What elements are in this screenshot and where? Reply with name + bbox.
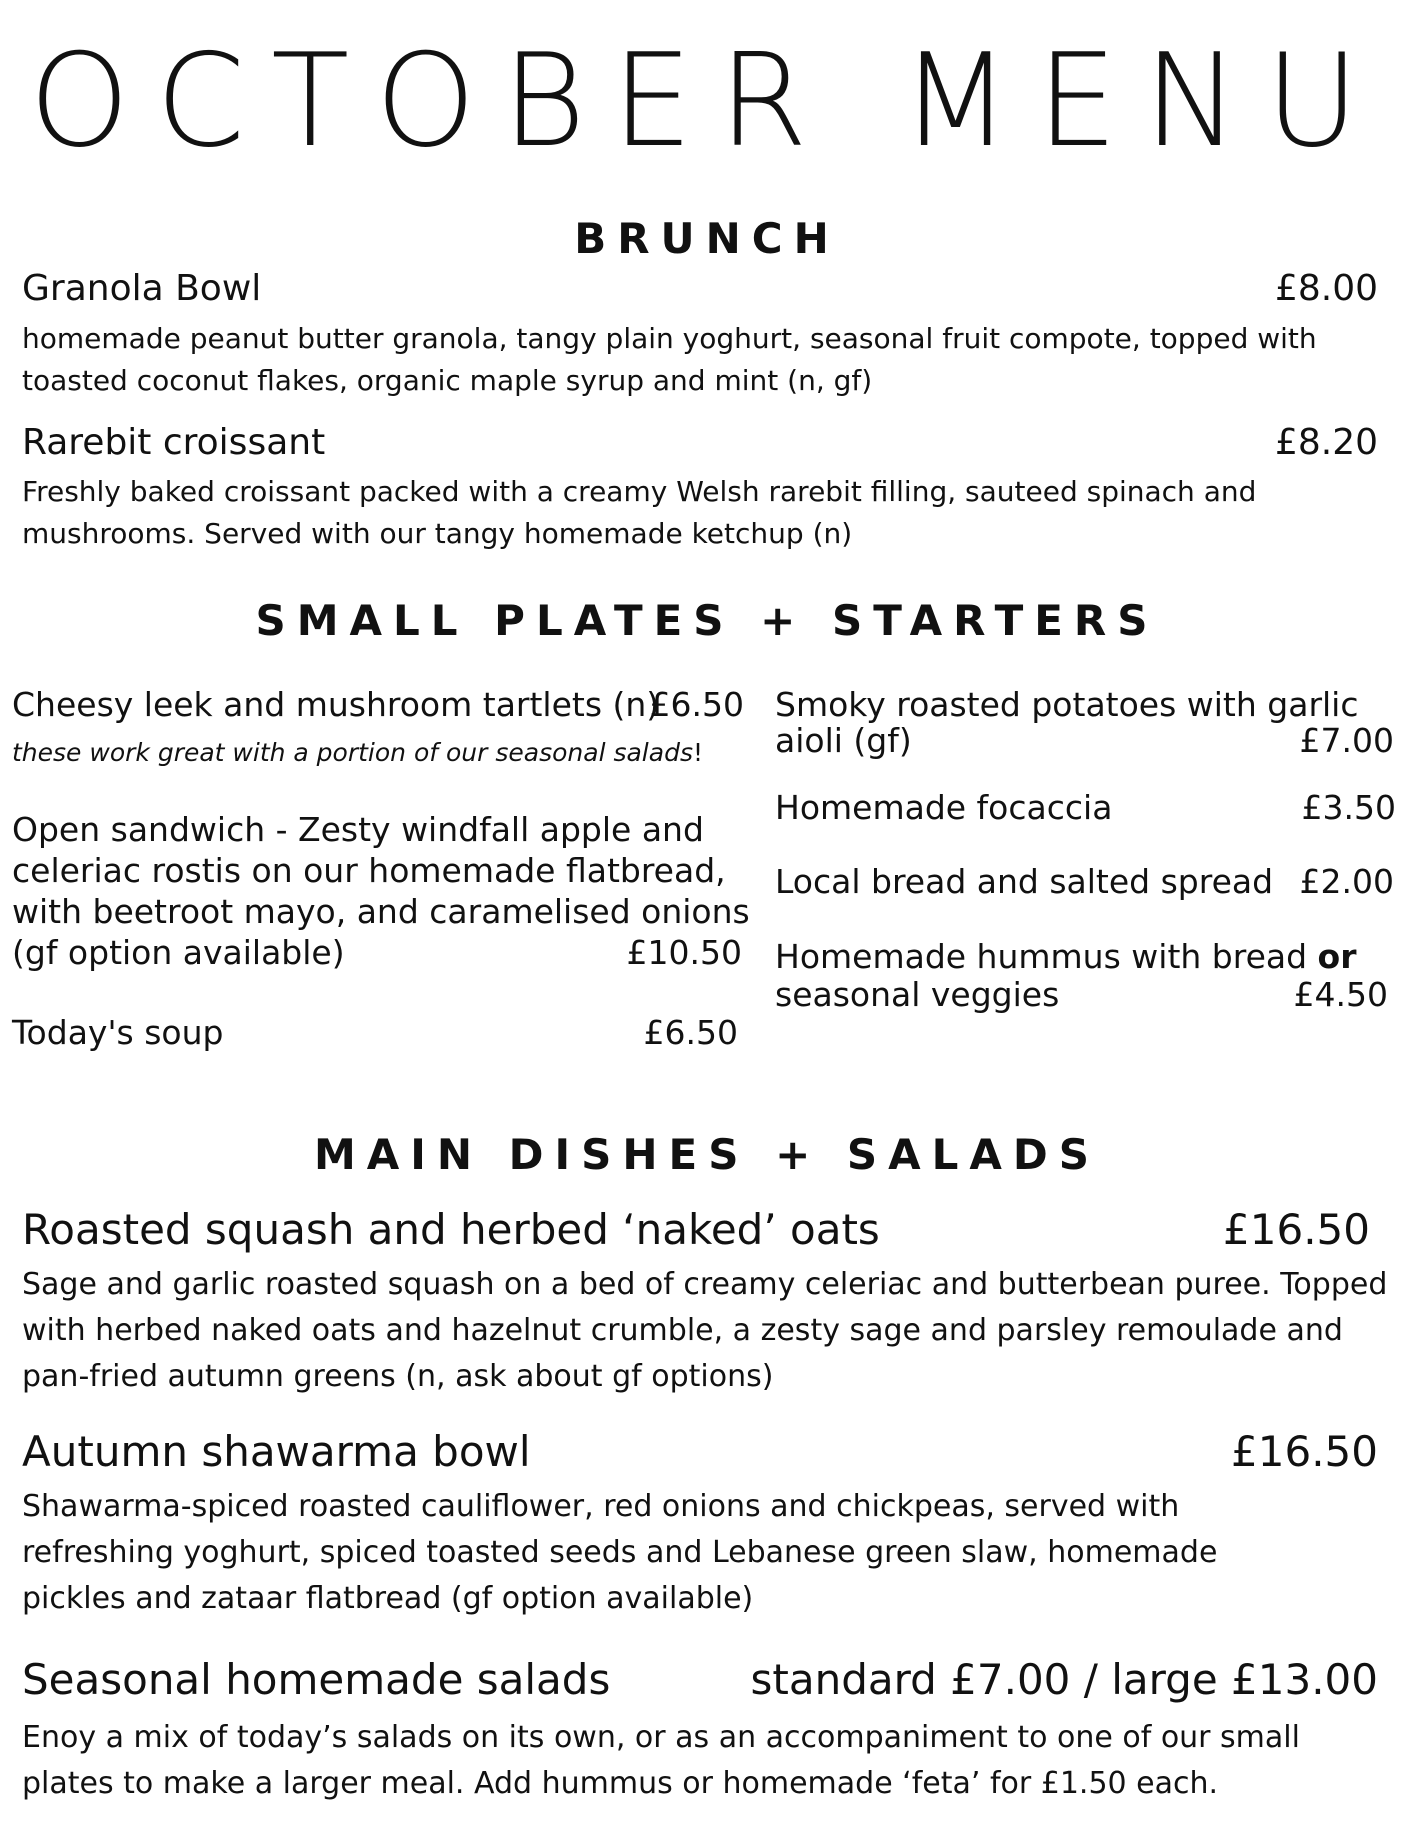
salads-price: standard £7.00 / large £13.00 bbox=[750, 1655, 1378, 1704]
tartlets-note-text: these work great with a portion of our seasonal salads bbox=[12, 738, 693, 767]
tartlets-name: Cheesy leek and mushroom tartlets (n) bbox=[12, 685, 660, 724]
granola-bowl-description: homemade peanut butter granola, tangy plain yoghurt, seasonal fruit compote, topped with toasted coconut flakes, organic maple syrup and mint (n, gf) bbox=[22, 322, 1317, 397]
soup-name: Today's soup bbox=[12, 1013, 224, 1052]
squash-oats-price: £16.50 bbox=[1223, 1205, 1370, 1254]
open-sandwich-last-line: (gf option available) bbox=[12, 933, 345, 972]
shawarma-bowl-price: £16.50 bbox=[1231, 1427, 1378, 1476]
granola-bowl-price: £8.00 bbox=[1274, 268, 1378, 309]
rarebit-croissant-name: Rarebit croissant bbox=[22, 422, 326, 463]
mains-heading: MAIN DISHES + SALADS bbox=[313, 1130, 1101, 1179]
rarebit-croissant-price: £8.20 bbox=[1274, 422, 1378, 463]
tartlets-note bbox=[12, 738, 703, 768]
hummus-line-2: seasonal veggies bbox=[775, 975, 1060, 1014]
rarebit-croissant-description: Freshly baked croissant packed with a creamy Welsh rarebit filling, sauteed spinach and mushrooms. Served with our tangy homemade ketchup (n) bbox=[22, 475, 1257, 550]
small-plates-heading: SMALL PLATES + STARTERS bbox=[255, 596, 1159, 645]
hummus-price: £4.50 bbox=[1293, 975, 1388, 1014]
open-sandwich-price: £10.50 bbox=[626, 933, 742, 972]
open-sandwich-line-3: with beetroot mayo, and caramelised onions bbox=[12, 892, 750, 931]
shawarma-bowl-description: Shawarma-spiced roasted cauliflower, red onions and chickpeas, served with refreshing yoghurt, spiced toasted seeds and Lebanese green slaw, homemade pickles and zataar flatbread (gf option available) bbox=[22, 1489, 1218, 1616]
open-sandwich-line-4 bbox=[12, 932, 752, 973]
focaccia-name: Homemade focaccia bbox=[775, 788, 1113, 827]
tartlets-note-end: ! bbox=[692, 738, 704, 767]
focaccia-price: £3.50 bbox=[1301, 788, 1396, 827]
brunch-heading: BRUNCH bbox=[574, 214, 840, 263]
bread-name: Local bread and salted spread bbox=[775, 862, 1274, 901]
hummus-line-1 bbox=[775, 936, 1357, 977]
potatoes-price: £7.00 bbox=[1299, 721, 1394, 760]
hummus-or: or bbox=[1317, 937, 1357, 976]
potatoes-line-2: aioli (gf) bbox=[775, 721, 912, 760]
open-sandwich-line-2: celeriac rostis on our homemade flatbread, bbox=[12, 851, 726, 890]
granola-bowl-name: Granola Bowl bbox=[22, 268, 262, 309]
tartlets-price: £6.50 bbox=[649, 685, 744, 724]
soup-price: £6.50 bbox=[643, 1013, 738, 1052]
squash-oats-name: Roasted squash and herbed ‘naked’ oats bbox=[22, 1205, 880, 1254]
bread-price: £2.00 bbox=[1299, 862, 1394, 901]
menu-title: OCTOBER MENU bbox=[28, 27, 1386, 176]
shawarma-bowl-name: Autumn shawarma bowl bbox=[22, 1427, 531, 1476]
salads-description: Enoy a mix of today’s salads on its own, or as an accompaniment to one of our small plates to make a larger meal. Add hummus or homemade ‘feta’ for £1.50 each. bbox=[22, 1720, 1300, 1801]
potatoes-line-1: Smoky roasted potatoes with garlic bbox=[775, 685, 1359, 724]
open-sandwich-text bbox=[12, 809, 752, 973]
open-sandwich-line-1: Open sandwich - Zesty windfall apple and bbox=[12, 810, 704, 849]
salads-name: Seasonal homemade salads bbox=[22, 1655, 611, 1704]
squash-oats-description: Sage and garlic roasted squash on a bed of creamy celeriac and butterbean puree. Topped with herbed naked oats and hazelnut crumble, a zesty sage and parsley remoulade and pan-fried autumn greens (n, ask about gf options) bbox=[22, 1267, 1388, 1394]
hummus-line-1-text: Homemade hummus with bread bbox=[775, 937, 1318, 976]
